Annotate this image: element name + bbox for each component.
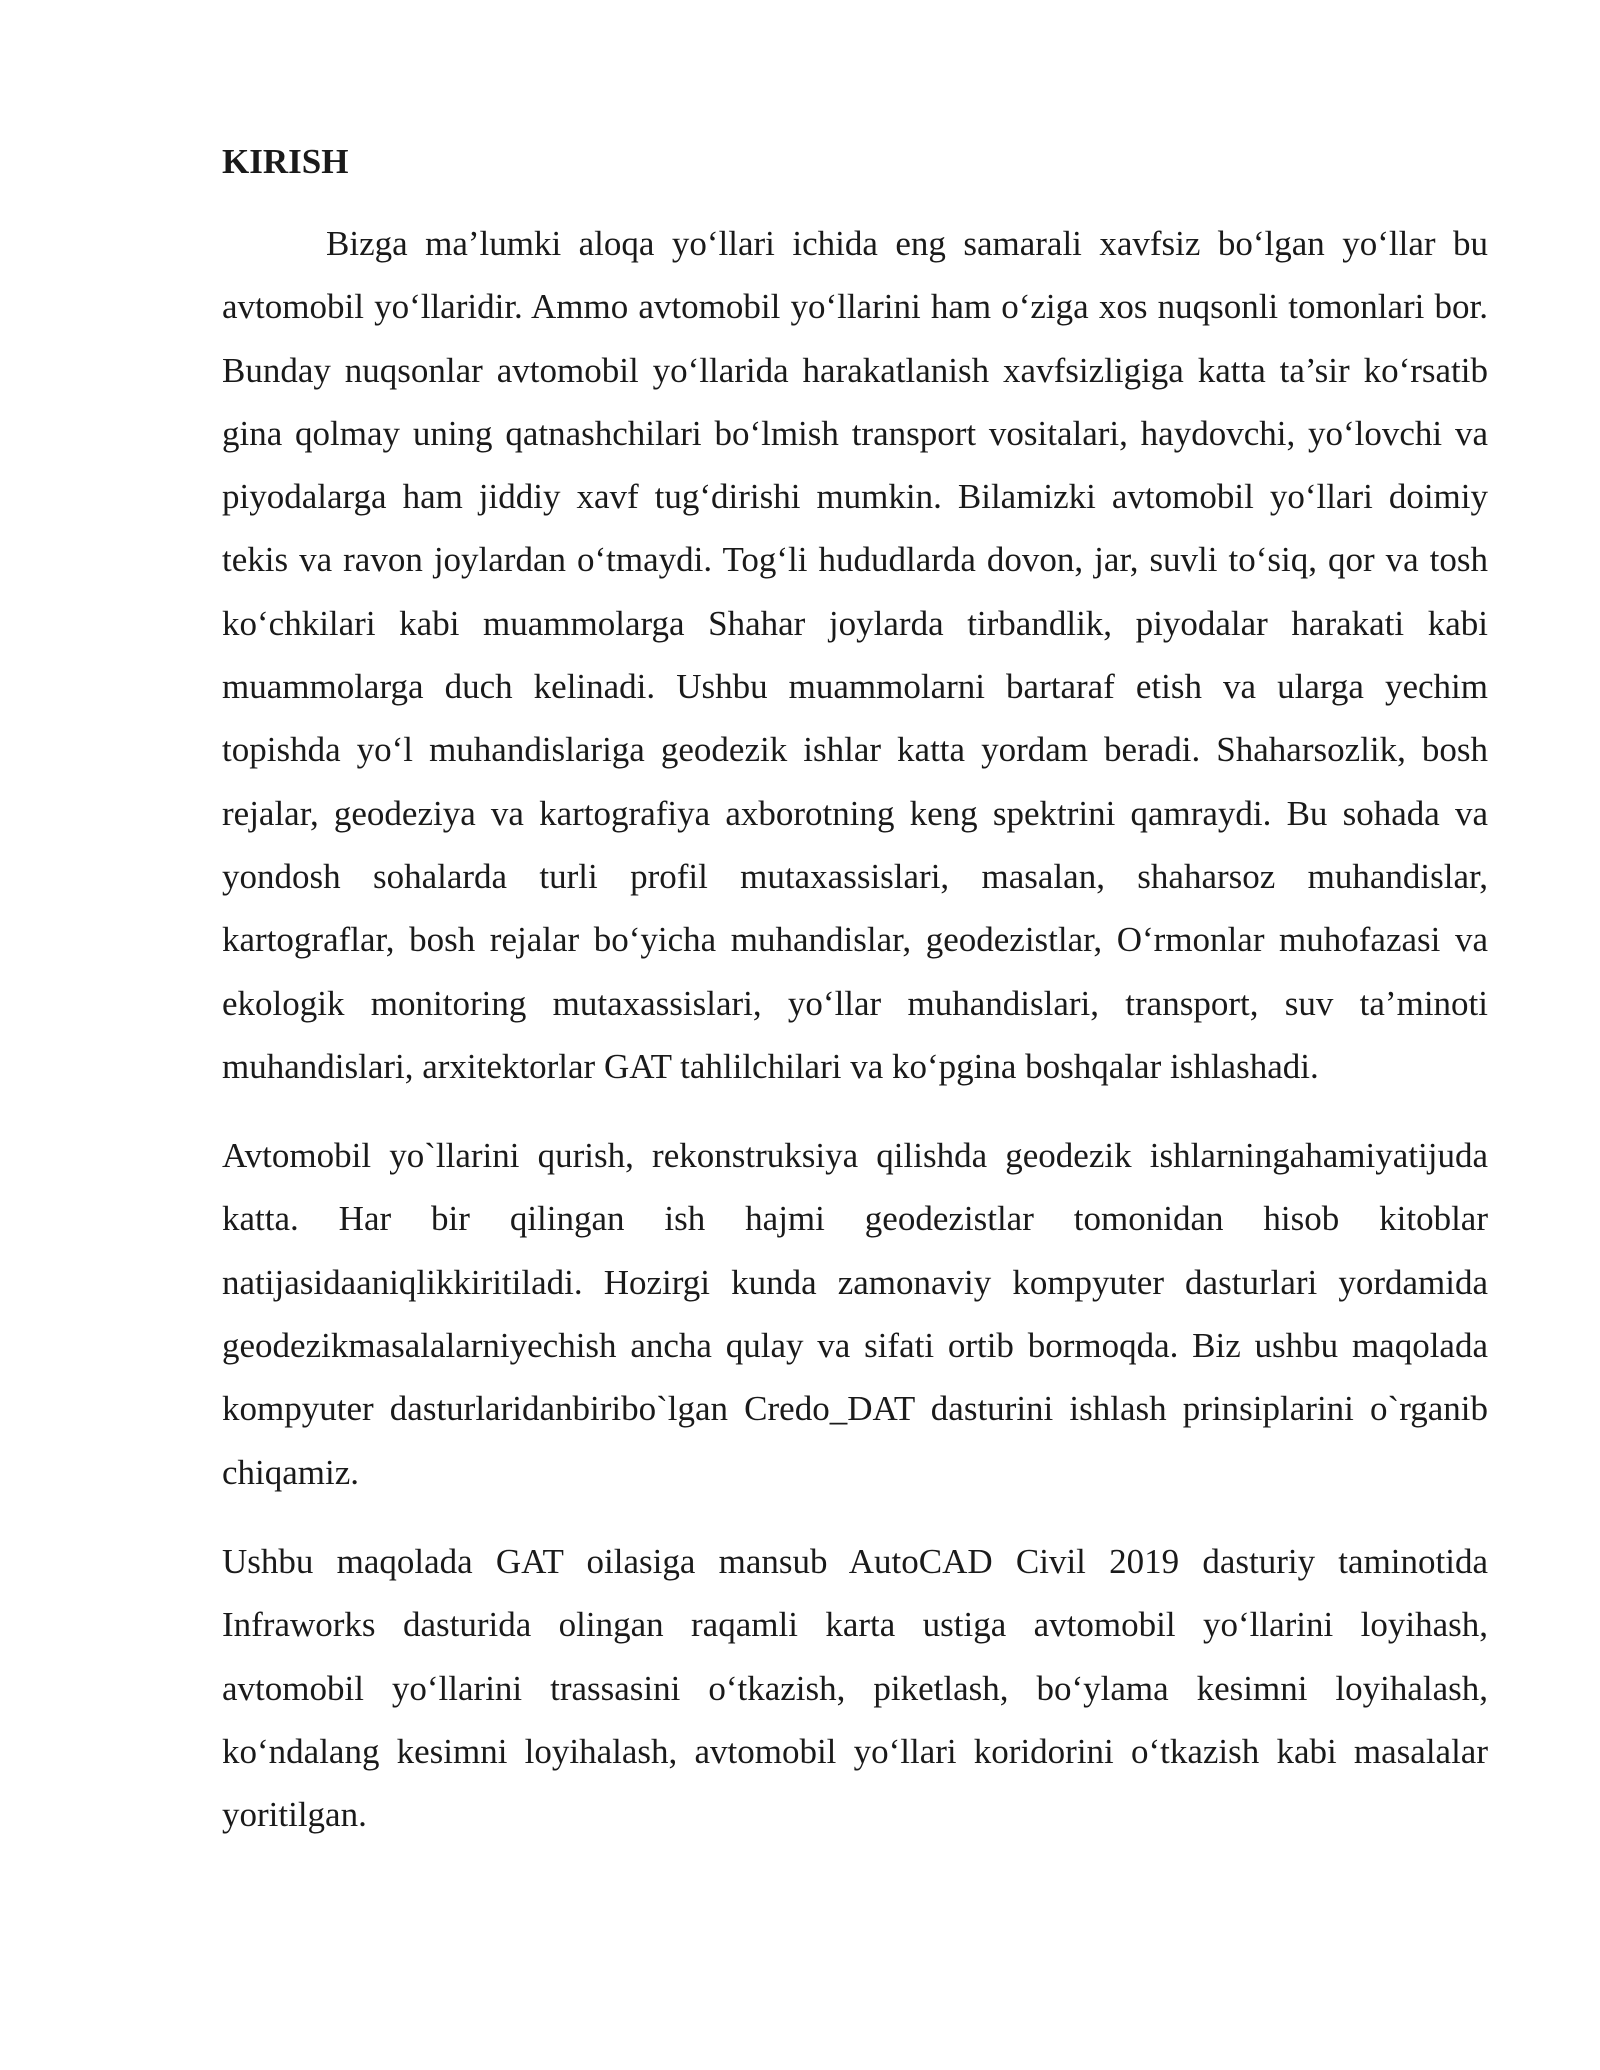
paragraph-article-scope: Ushbu maqolada GAT oilasiga mansub AutoCAD Civil 2019 dasturiy taminotida Infraworks dasturida olingan raqamli karta ustiga avtomobil yo‘llarini loyihash, avtomobil yo‘llarini trassasini o‘tkazish, piketlash, bo‘ylama kesimni loyihalash, ko‘ndalang kesimni loyihalash, avtomobil yo‘llari koridorini o‘tkazish kabi masalalar yoritilgan. bbox=[222, 1541, 1488, 1835]
section-heading: KIRISH bbox=[222, 142, 349, 181]
document-page bbox=[222, 140, 1488, 1846]
paragraph-construction: Avtomobil yo`llarini qurish, rekonstruksiya qilishda geodezik ishlarningahamiyatijuda katta. Har bir qilingan ish hajmi geodezistlar tomonidan hisob kitoblar natijasidaaniqlikkiritiladi. Hozirgi kunda zamonaviy kompyuter dasturlari yordamida geodezikmasalalarniyechish ancha qulay va sifati ortib bormoqda. Biz ushbu maqolada kompyuter dasturlaridanbiribo`lgan Credo_DAT dasturini ishlash prinsiplarini o`rganib chiqamiz. bbox=[222, 1136, 1488, 1492]
paragraph-intro: Bizga ma’lumki aloqa yo‘llari ichida eng samarali xavfsiz bo‘lgan yo‘llar bu avtomobil yo‘llaridir. Ammo avtomobil yo‘llarini ham o‘ziga xos nuqsonli tomonlari bor. Bunday nuqsonlar avtomobil yo‘llarida harakatlanish xavfsizligiga katta ta’sir ko‘rsatib gina qolmay uning qatnashchilari bo‘lmish transport vositalari, haydovchi, yo‘lovchi va piyodalarga ham jiddiy xavf tug‘dirishi mumkin. Bilamizki avtomobil yo‘llari doimiy tekis va ravon joylardan o‘tmaydi. Tog‘li hududlarda dovon, jar, suvli to‘siq, qor va tosh ko‘chkilari kabi muammolarga Shahar joylarda tirbandlik, piyodalar harakati kabi muammolarga duch kelinadi. Ushbu muammolarni bartaraf etish va ularga yechim topishda yo‘l muhandislariga geodezik ishlar katta yordam beradi. Shaharsozlik, bosh rejalar, geodeziya va kartografiya axborotning keng spektrini qamraydi. Bu sohada va yondosh sohalarda turli profil mutaxassislari, masalan, shaharsoz muhandislar, kartograflar, bosh rejalar bo‘yicha muhandislar, geodezistlar, O‘rmonlar muhofazasi va ekologik monitoring mutaxassislari, yo‘llar muhandislari, transport, suv ta’minoti muhandislari, arxitektorlar GAT tahlilchilari va ko‘pgina boshqalar ishlashadi. bbox=[222, 224, 1488, 1086]
